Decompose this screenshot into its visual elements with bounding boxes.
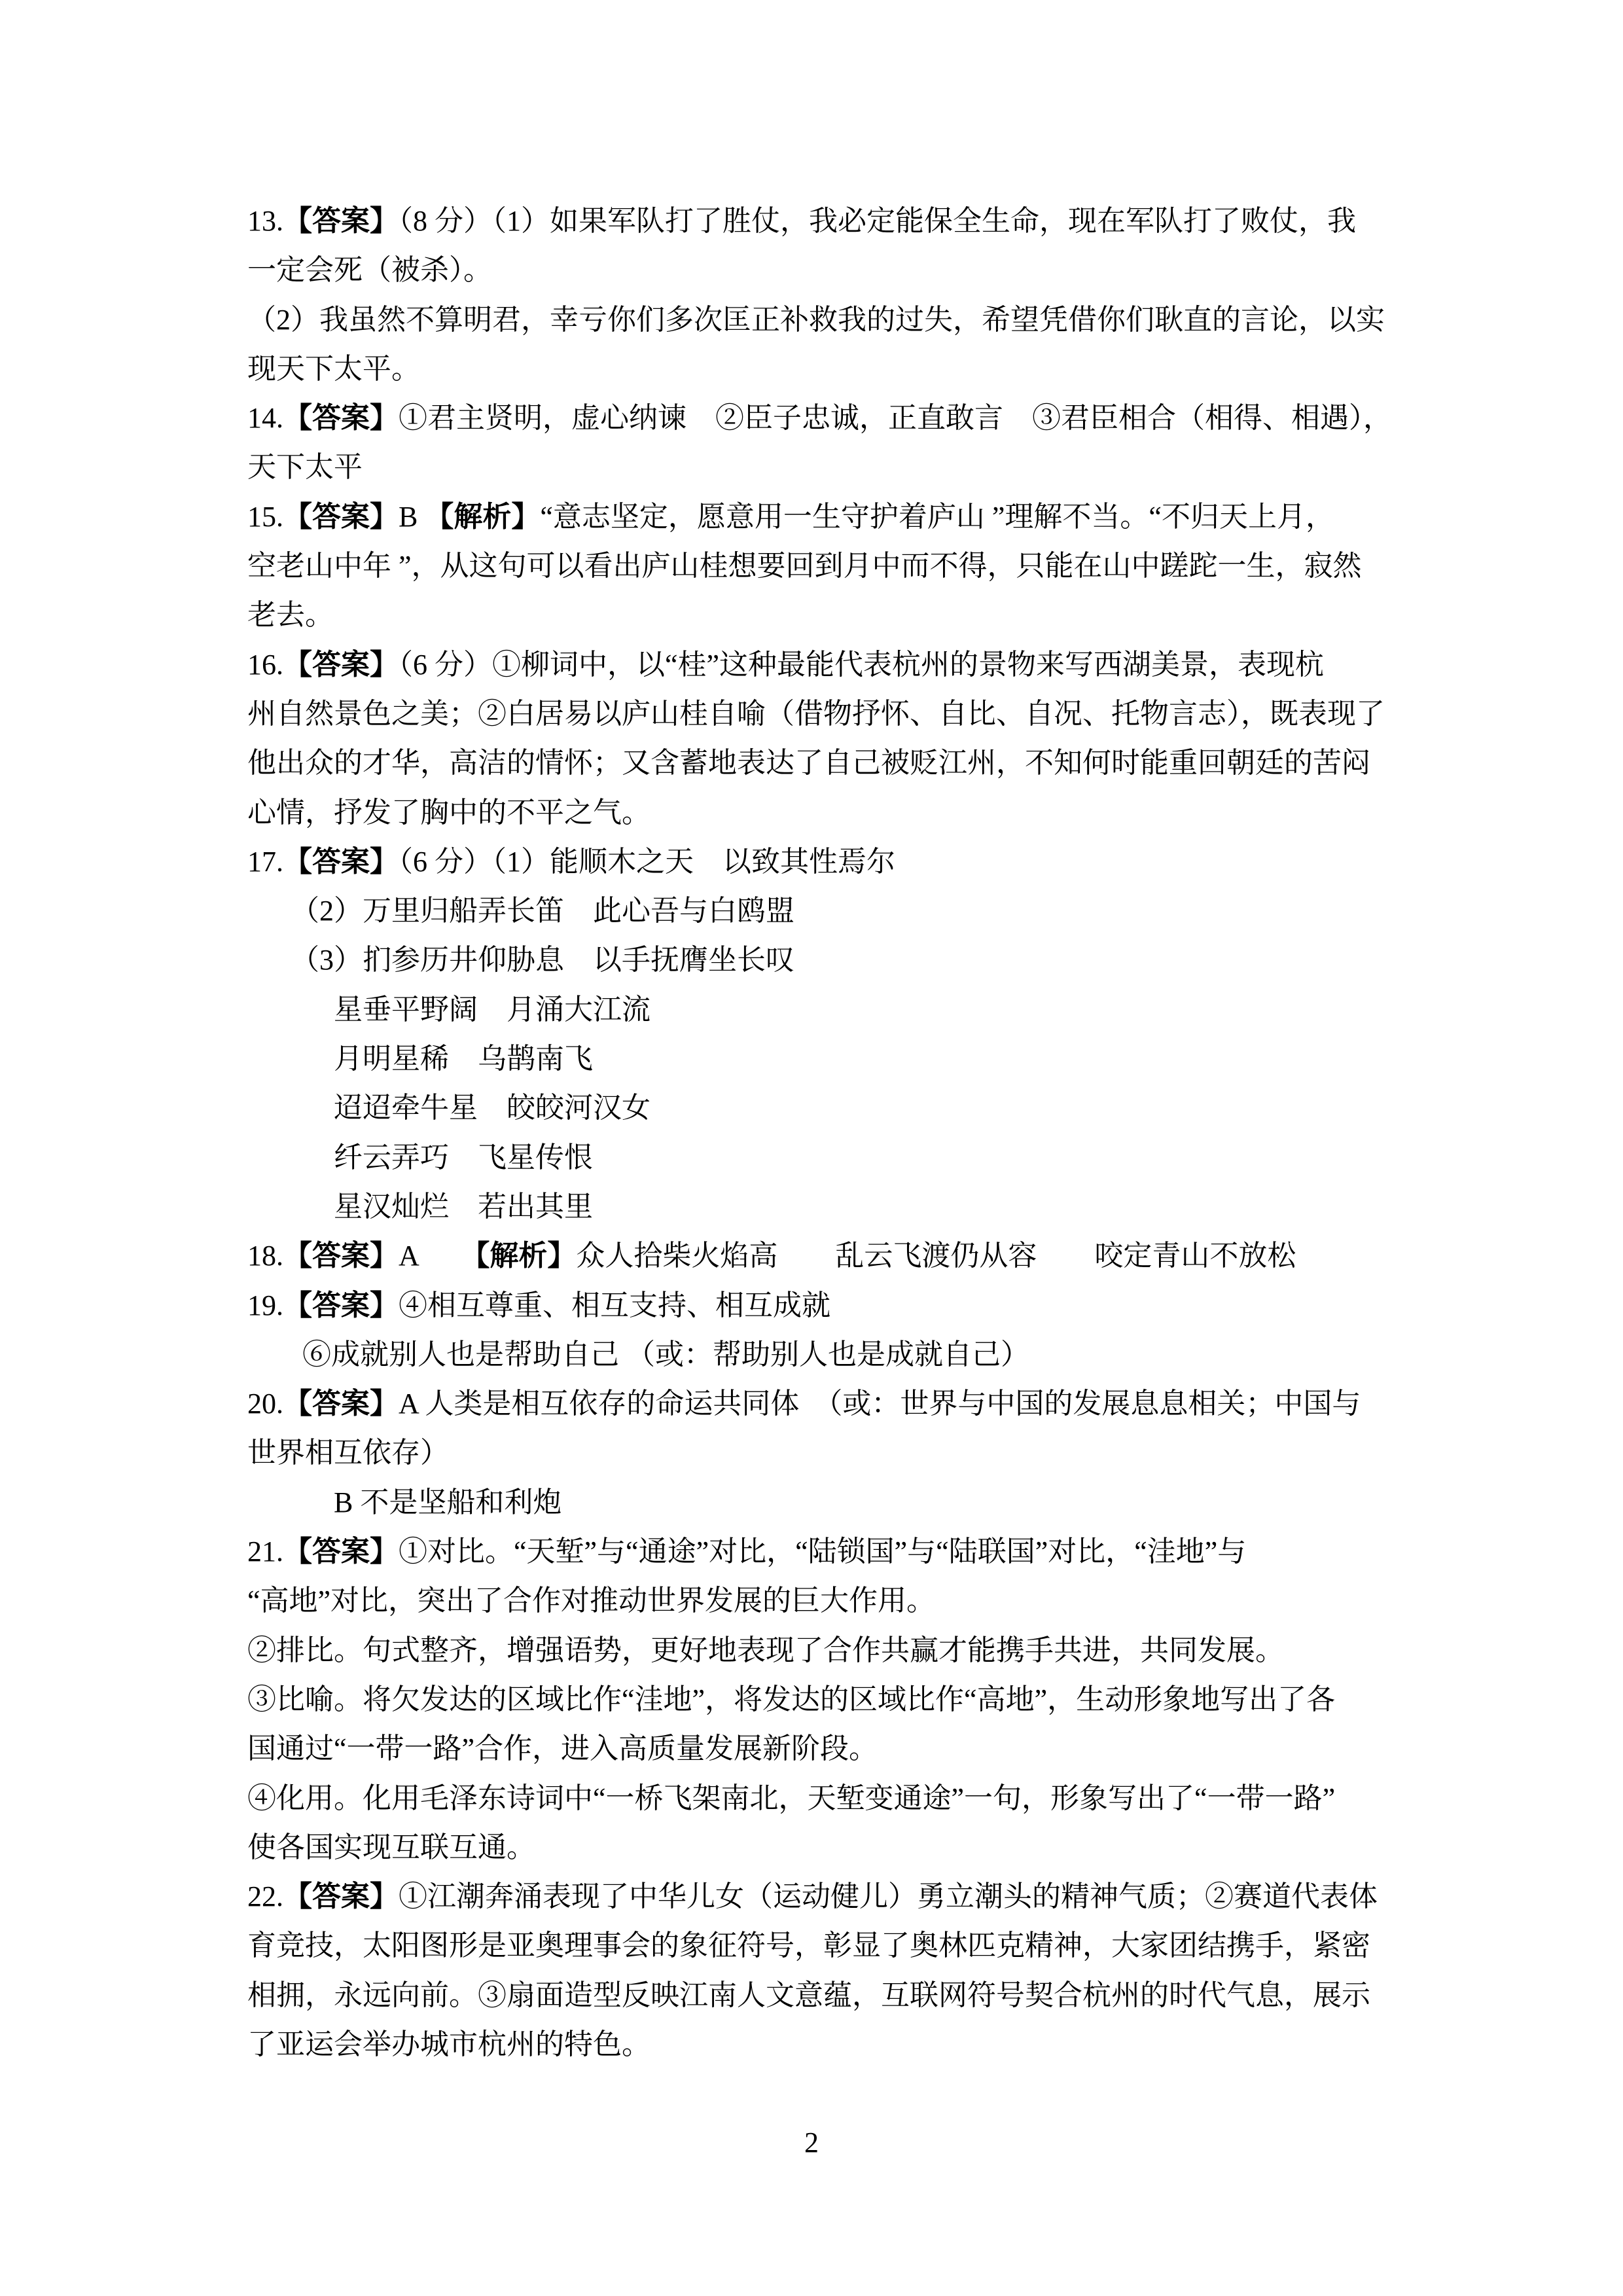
text-line: 相拥，永远向前。③扇面造型反映江南人文意蕴，互联网符号契合杭州的时代气息，展示 bbox=[247, 1979, 1370, 2011]
text-line: 使各国实现互联互通。 bbox=[247, 1831, 535, 1863]
text-line: 空老山中年 ”，从这句可以看出庐山桂想要回到月中而不得，只能在山中蹉跎一生，寂然 bbox=[247, 550, 1362, 583]
text-line: 18.【答案】A 【解析】众人拾柴火焰高 乱云飞渡仍从容 咬定青山不放松 bbox=[247, 1240, 1296, 1272]
text-line: 老去。 bbox=[247, 599, 334, 632]
text-line: 育竞技，太阳图形是亚奥理事会的象征符号，彰显了奥林匹克精神，大家团结携手，紧密 bbox=[247, 1929, 1370, 1962]
text-line: 世界相互依存） bbox=[247, 1437, 449, 1469]
text-line: 22.【答案】①江潮奔涌表现了中华儿女（运动健儿）勇立潮头的精神气质；②赛道代表体 bbox=[247, 1880, 1378, 1913]
text-line: 13.【答案】（8 分）（1）如果军队打了胜仗，我必定能保全生命，现在军队打了败仗，我 bbox=[247, 205, 1356, 237]
text-line: 现天下太平。 bbox=[247, 352, 420, 385]
text-line: 了亚运会举办城市杭州的特色。 bbox=[247, 2028, 651, 2060]
text-line: ②排比。句式整齐，增强语势，更好地表现了合作共赢才能携手共进，共同发展。 bbox=[247, 1634, 1284, 1666]
answer-key-body bbox=[247, 196, 1409, 2069]
text-line: 星垂平野阔 月涌大江流 bbox=[334, 993, 651, 1026]
text-line: 迢迢牵牛星 皎皎河汉女 bbox=[334, 1092, 651, 1124]
text-line: ③比喻。将欠发达的区域比作“洼地”，将发达的区域比作“高地”，生动形象地写出了各 bbox=[247, 1683, 1336, 1715]
text-line: 天下太平 bbox=[247, 451, 363, 484]
text-line: 星汉灿烂 若出其里 bbox=[334, 1190, 593, 1223]
text-line: 一定会死（被杀）。 bbox=[247, 254, 492, 287]
text-line: （2）我虽然不算明君，幸亏你们多次匡正补救我的过失，希望凭借你们耿直的言论，以实 bbox=[247, 303, 1385, 336]
text-line: 国通过“一带一路”合作，进入高质量发展新阶段。 bbox=[247, 1732, 878, 1765]
text-line: 心情，抒发了胸中的不平之气。 bbox=[247, 796, 651, 829]
text-line: ⑥成就别人也是帮助自己 （或：帮助别人也是成就自己） bbox=[302, 1338, 1029, 1371]
text-line: “高地”对比，突出了合作对推动世界发展的巨大作用。 bbox=[247, 1585, 936, 1617]
text-line: 16.【答案】（6 分）①柳词中，以“桂”这种最能代表杭州的景物来写西湖美景，表现杭 bbox=[247, 648, 1325, 681]
text-line: 17.【答案】（6 分）（1）能顺木之天 以致其性焉尔 bbox=[247, 845, 895, 878]
page-number: 2 bbox=[804, 2126, 819, 2159]
text-line: （2）万里归船弄长笛 此心吾与白鸥盟 bbox=[291, 895, 794, 927]
text-line: （3）扪参历井仰胁息 以手抚膺坐长叹 bbox=[291, 944, 794, 977]
text-line: 20.【答案】A 人类是相互依存的命运共同体 （或：世界与中国的发展息息相关；中国与 bbox=[247, 1388, 1361, 1420]
text-line: 15.【答案】B 【解析】“意志坚定，愿意用一生守护着庐山 ”理解不当。“不归天上月， bbox=[247, 500, 1334, 533]
text-line: ④化用。化用毛泽东诗词中“一桥飞架南北，天堑变通途”一句，形象写出了“一带一路” bbox=[247, 1782, 1336, 1814]
text-line: B 不是坚船和利炮 bbox=[334, 1486, 562, 1518]
text-line: 他出众的才华，高洁的情怀；又含蓄地表达了自己被贬江州，不知何时能重回朝廷的苦闷 bbox=[247, 747, 1370, 780]
text-line: 月明星稀 乌鹊南飞 bbox=[334, 1043, 593, 1075]
text-line: 纤云弄巧 飞星传恨 bbox=[334, 1141, 593, 1174]
text-line: 21.【答案】①对比。“天堑”与“通途”对比，“陆锁国”与“陆联国”对比，“洼地”与 bbox=[247, 1535, 1247, 1568]
text-line: 14.【答案】①君主贤明，虚心纳谏 ②臣子忠诚，正直敢言 ③君臣相合（相得、相遇）， bbox=[247, 402, 1392, 435]
text-line: 19.【答案】④相互尊重、相互支持、相互成就 bbox=[247, 1289, 830, 1321]
text-line: 州自然景色之美；②白居易以庐山桂自喻（借物抒怀、自比、自况、托物言志），既表现了 bbox=[247, 697, 1385, 730]
